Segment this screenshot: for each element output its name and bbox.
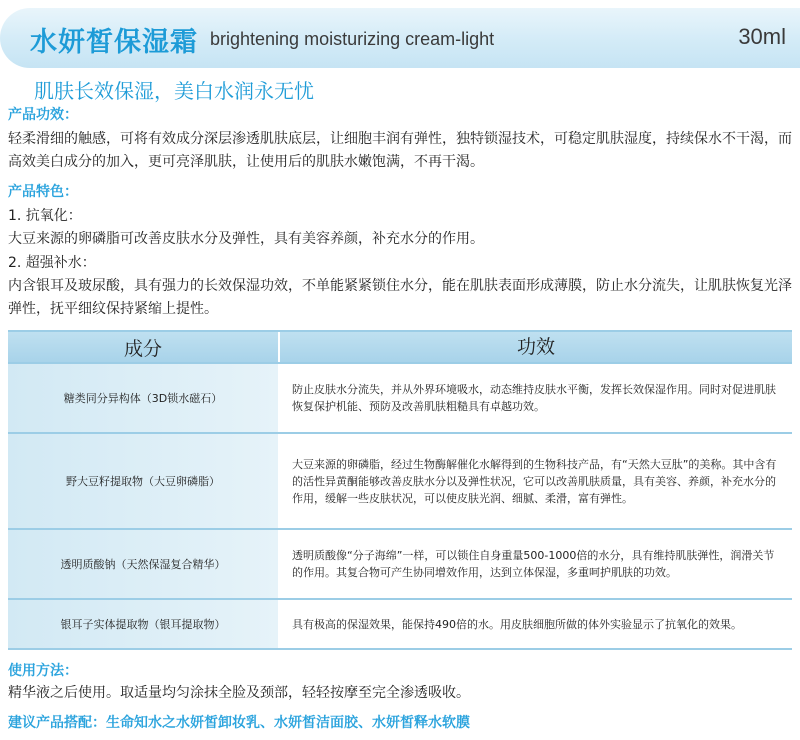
usage-heading: 使用方法： — [8, 663, 78, 679]
product-title: 水妍皙保湿霜 — [30, 27, 198, 58]
ingredients-table — [8, 330, 792, 650]
effect-column-header: 功效 — [280, 332, 792, 362]
ingredient-cell: 糖类同分异构体（3D锁水磁石） — [8, 364, 280, 432]
effect-cell: 透明质酸像“分子海绵”一样，可以锁住自身重量500-1000倍的水分，具有维持肌肤弹性，润滑关节的作用。其复合物可产生协同增效作用，达到立体保湿，多重呵护肌肤的功效。 — [280, 530, 792, 598]
feature-1-title: 1. 抗氧化： — [8, 208, 82, 224]
ingredient-column-header: 成分 — [8, 332, 280, 362]
product-volume: 30ml — [738, 24, 786, 49]
feature-1-text: 大豆来源的卵磷脂可改善皮肤水分及弹性，具有美容养颜，补充水分的作用。 — [8, 231, 484, 247]
ingredient-cell: 银耳子实体提取物（银耳提取物） — [8, 600, 280, 648]
suggested-products: 建议产品搭配：生命知水之水妍皙卸妆乳、水妍皙洁面胶、水妍皙释水软膜 — [8, 715, 470, 731]
efficacy-text: 轻柔滑细的触感，可将有效成分深层渗透肌肤底层，让细胞丰润有弹性，独特锁湿技术，可稳定肌肤湿度，持续保水不干渴，而高效美白成分的加入，更可亮泽肌肤，让使用后的肌肤水嫩饱满，不再干渴。 — [8, 131, 792, 170]
features-heading: 产品特色： — [8, 184, 78, 200]
ingredient-cell: 透明质酸钠（天然保湿复合精华） — [8, 530, 280, 598]
table-row — [8, 434, 792, 530]
feature-2-title: 2. 超强补水： — [8, 255, 96, 271]
tagline: 肌肤长效保湿，美白水润永无忧 — [34, 79, 314, 103]
efficacy-heading: 产品功效： — [8, 107, 78, 123]
ingredient-cell: 野大豆籽提取物（大豆卵磷脂） — [8, 434, 280, 528]
table-header-row — [8, 332, 792, 364]
usage-text: 精华液之后使用。取适量均匀涂抹全脸及颈部，轻轻按摩至完全渗透吸收。 — [8, 685, 470, 701]
product-subtitle: brightening moisturizing cream-light — [210, 29, 495, 49]
feature-2-text: 内含银耳及玻尿酸，具有强力的长效保湿功效，不单能紧紧锁住水分，能在肌肤表面形成薄膜，防止水分流失，让肌肤恢复光泽弹性，抚平细纹保持紧缩上提性。 — [8, 278, 792, 317]
effect-cell: 防止皮肤水分流失，并从外界环境吸水，动态维持皮肤水平衡，发挥长效保湿作用。同时对促进肌肤恢复保护机能、预防及改善肌肤粗糙具有卓越功效。 — [280, 364, 792, 432]
effect-cell: 具有极高的保湿效果，能保持490倍的水。用皮肤细胞所做的体外实验显示了抗氧化的效果。 — [280, 600, 792, 648]
table-row — [8, 364, 792, 434]
effect-cell: 大豆来源的卵磷脂，经过生物酶解催化水解得到的生物科技产品，有“天然大豆肽”的美称。其中含有的活性异黄酮能够改善皮肤水分以及弹性状况，它可以改善肌肤质量，具有美容、养颜，补充水分的作用，缓解一些皮肤状况，可以使皮肤光润、细腻、柔滑，富有弹性。 — [280, 434, 792, 528]
table-row — [8, 530, 792, 600]
table-row — [8, 600, 792, 650]
